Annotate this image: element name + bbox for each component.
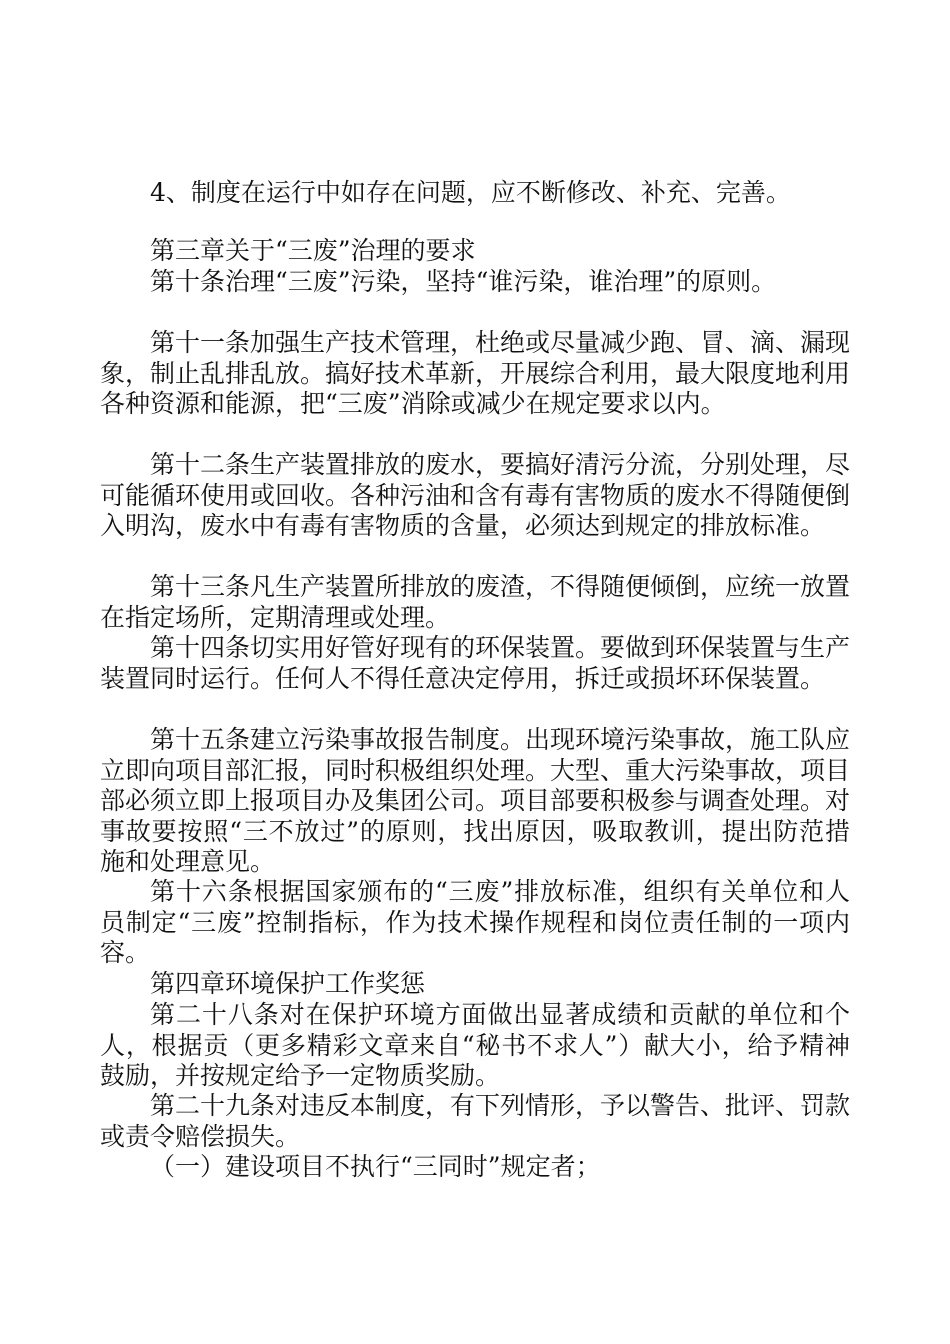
article-10: 第十条治理“三废”污染，坚持“谁污染，谁治理”的原则。	[150, 267, 777, 296]
chapter-3-heading: 第三章关于“三废”治理的要求	[150, 236, 476, 265]
clause-1: （一）建设项目不执行“三同时”规定者；	[150, 1152, 601, 1181]
article-14: 第十四条切实用好管好现有的环保装置。要做到环保装置与生产装置同时运行。任何人不得任意决定停用，拆迁或损坏环保装置。	[100, 633, 851, 693]
article-13: 第十三条凡生产装置所排放的废渣，不得随便倾倒，应统一放置在指定场所，定期清理或处理。	[100, 572, 851, 632]
paragraph-item-4: 4、制度在运行中如存在问题，应不断修改、补充、完善。	[150, 178, 791, 207]
article-11: 第十一条加强生产技术管理，杜绝或尽量减少跑、冒、滴、漏现象，制止乱排乱放。搞好技术革新，开展综合利用，最大限度地利用各种资源和能源，把“三废”消除或减少在规定要求以内。	[100, 328, 851, 418]
article-29: 第二十九条对违反本制度，有下列情形，予以警告、批评、罚款或责令赔偿损失。	[100, 1091, 851, 1151]
article-16: 第十六条根据国家颁布的“三废”排放标准，组织有关单位和人员制定“三废”控制指标，作为技术操作规程和岗位责任制的一项内容。	[100, 877, 850, 967]
article-15: 第十五条建立污染事故报告制度。出现环境污染事故，施工队应立即向项目部汇报，同时积极组织处理。大型、重大污染事故，项目部必须立即上报项目办及集团公司。项目部要积极参与调查处理。对事故要按照“三不放过”的原则，找出原因，吸取教训，提出防范措施和处理意见。	[100, 725, 851, 876]
article-12: 第十二条生产装置排放的废水，要搞好清污分流，分别处理，尽可能循环使用或回收。各种污油和含有毒有害物质的废水不得随便倒入明沟，废水中有毒有害物质的含量，必须达到规定的排放标准。	[100, 450, 851, 540]
article-28: 第二十八条对在保护环境方面做出显著成绩和贡献的单位和个人，根据贡（更多精彩文章来自“秘书不求人”）献大小，给予精神鼓励，并按规定给予一定物质奖励。	[100, 1000, 850, 1090]
chapter-4-heading: 第四章环境保护工作奖惩	[150, 969, 426, 998]
